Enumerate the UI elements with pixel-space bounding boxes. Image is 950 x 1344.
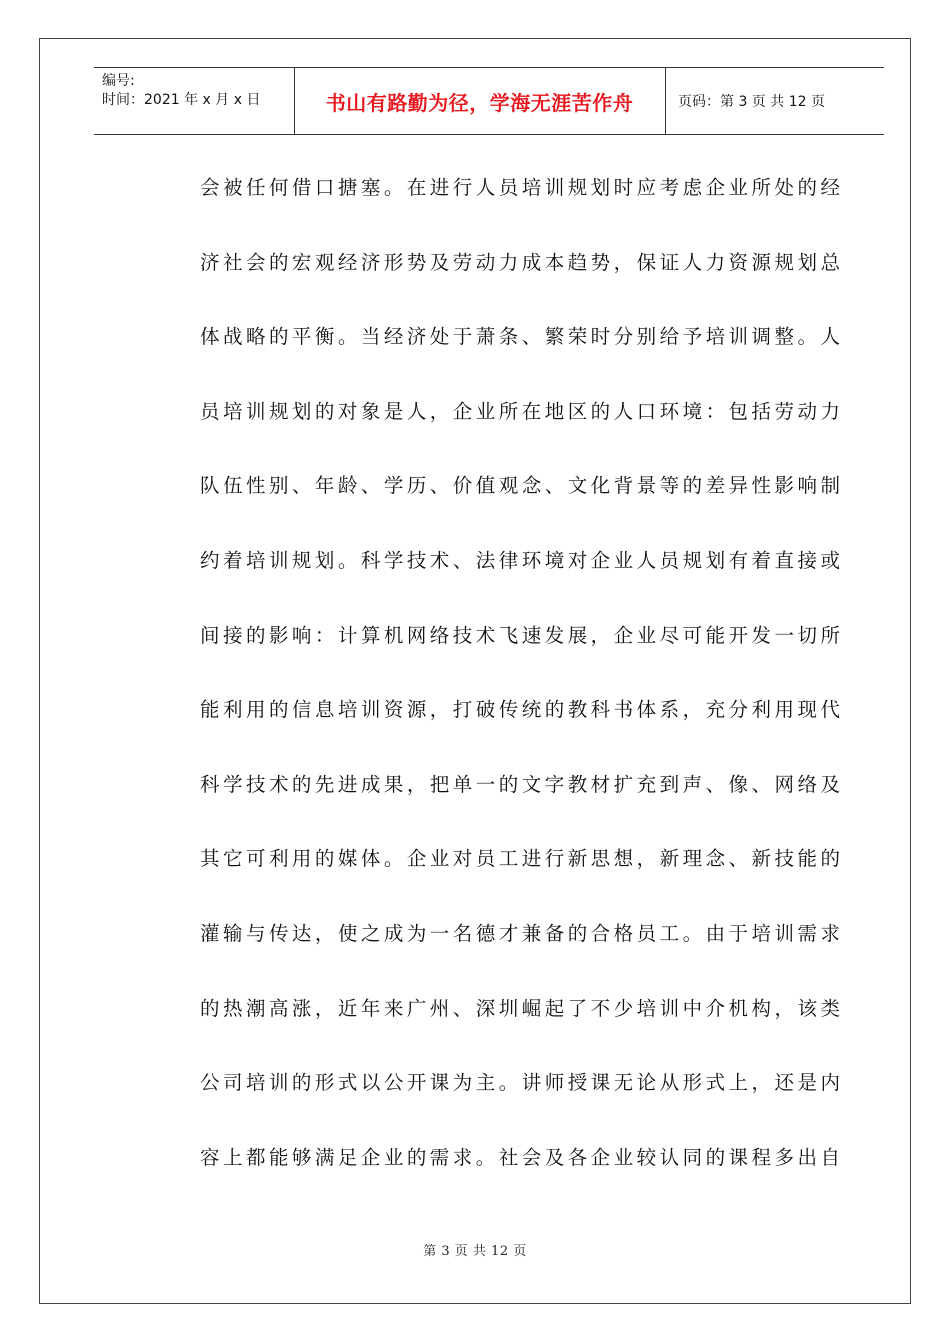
body-line: 约着培训规划。科学技术、法律环境对企业人员规划有着直接或 [200, 548, 840, 572]
body-line: 济社会的宏观经济形势及劳动力成本趋势，保证人力资源规划总 [200, 250, 840, 274]
header-motto: 书山有路勤为径，学海无涯苦作舟 [325, 90, 634, 115]
body-line: 体战略的平衡。当经济处于萧条、繁荣时分别给予培训调整。人 [200, 325, 840, 349]
body-line: 员培训规划的对象是人，企业所在地区的人口环境：包括劳动力 [200, 399, 840, 423]
body-line: 科学技术的先进成果，把单一的文字教材扩充到声、像、网络及 [200, 772, 840, 796]
body-line: 会被任何借口搪塞。在进行人员培训规划时应考虑企业所处的经 [200, 176, 840, 199]
body-line: 间接的影响：计算机网络技术飞速发展，企业尽可能开发一切所 [200, 623, 840, 647]
header-meta [102, 72, 292, 110]
number-label: 编号: [102, 73, 135, 89]
page-footer: 第 3 页 共 12 页 [423, 1244, 527, 1259]
body-paragraph [200, 151, 840, 1195]
body-line: 能利用的信息培训资源，打破传统的教科书体系，充分利用现代 [200, 698, 840, 722]
body-line: 灌输与传达，使之成为一名德才兼备的合格员工。由于培训需求 [200, 921, 840, 945]
body-line: 队伍性别、年龄、学历、价值观念、文化背景等的差异性影响制 [200, 474, 840, 498]
body-line: 的热潮高涨，近年来广州、深圳崛起了不少培训中介机构，该类 [200, 996, 840, 1020]
time-label: 时间：2021 年 x 月 x 日 [102, 92, 261, 108]
body-line: 公司培训的形式以公开课为主。讲师授课无论从形式上，还是内 [200, 1071, 840, 1095]
header-divider-right [665, 68, 666, 134]
document-header [94, 67, 884, 135]
body-line: 容上都能够满足企业的需求。社会及各企业较认同的课程多出自 [200, 1145, 840, 1169]
header-page-info: 页码：第 3 页 共 12 页 [678, 94, 825, 110]
body-line: 其它可利用的媒体。企业对员工进行新思想，新理念、新技能的 [200, 847, 840, 871]
